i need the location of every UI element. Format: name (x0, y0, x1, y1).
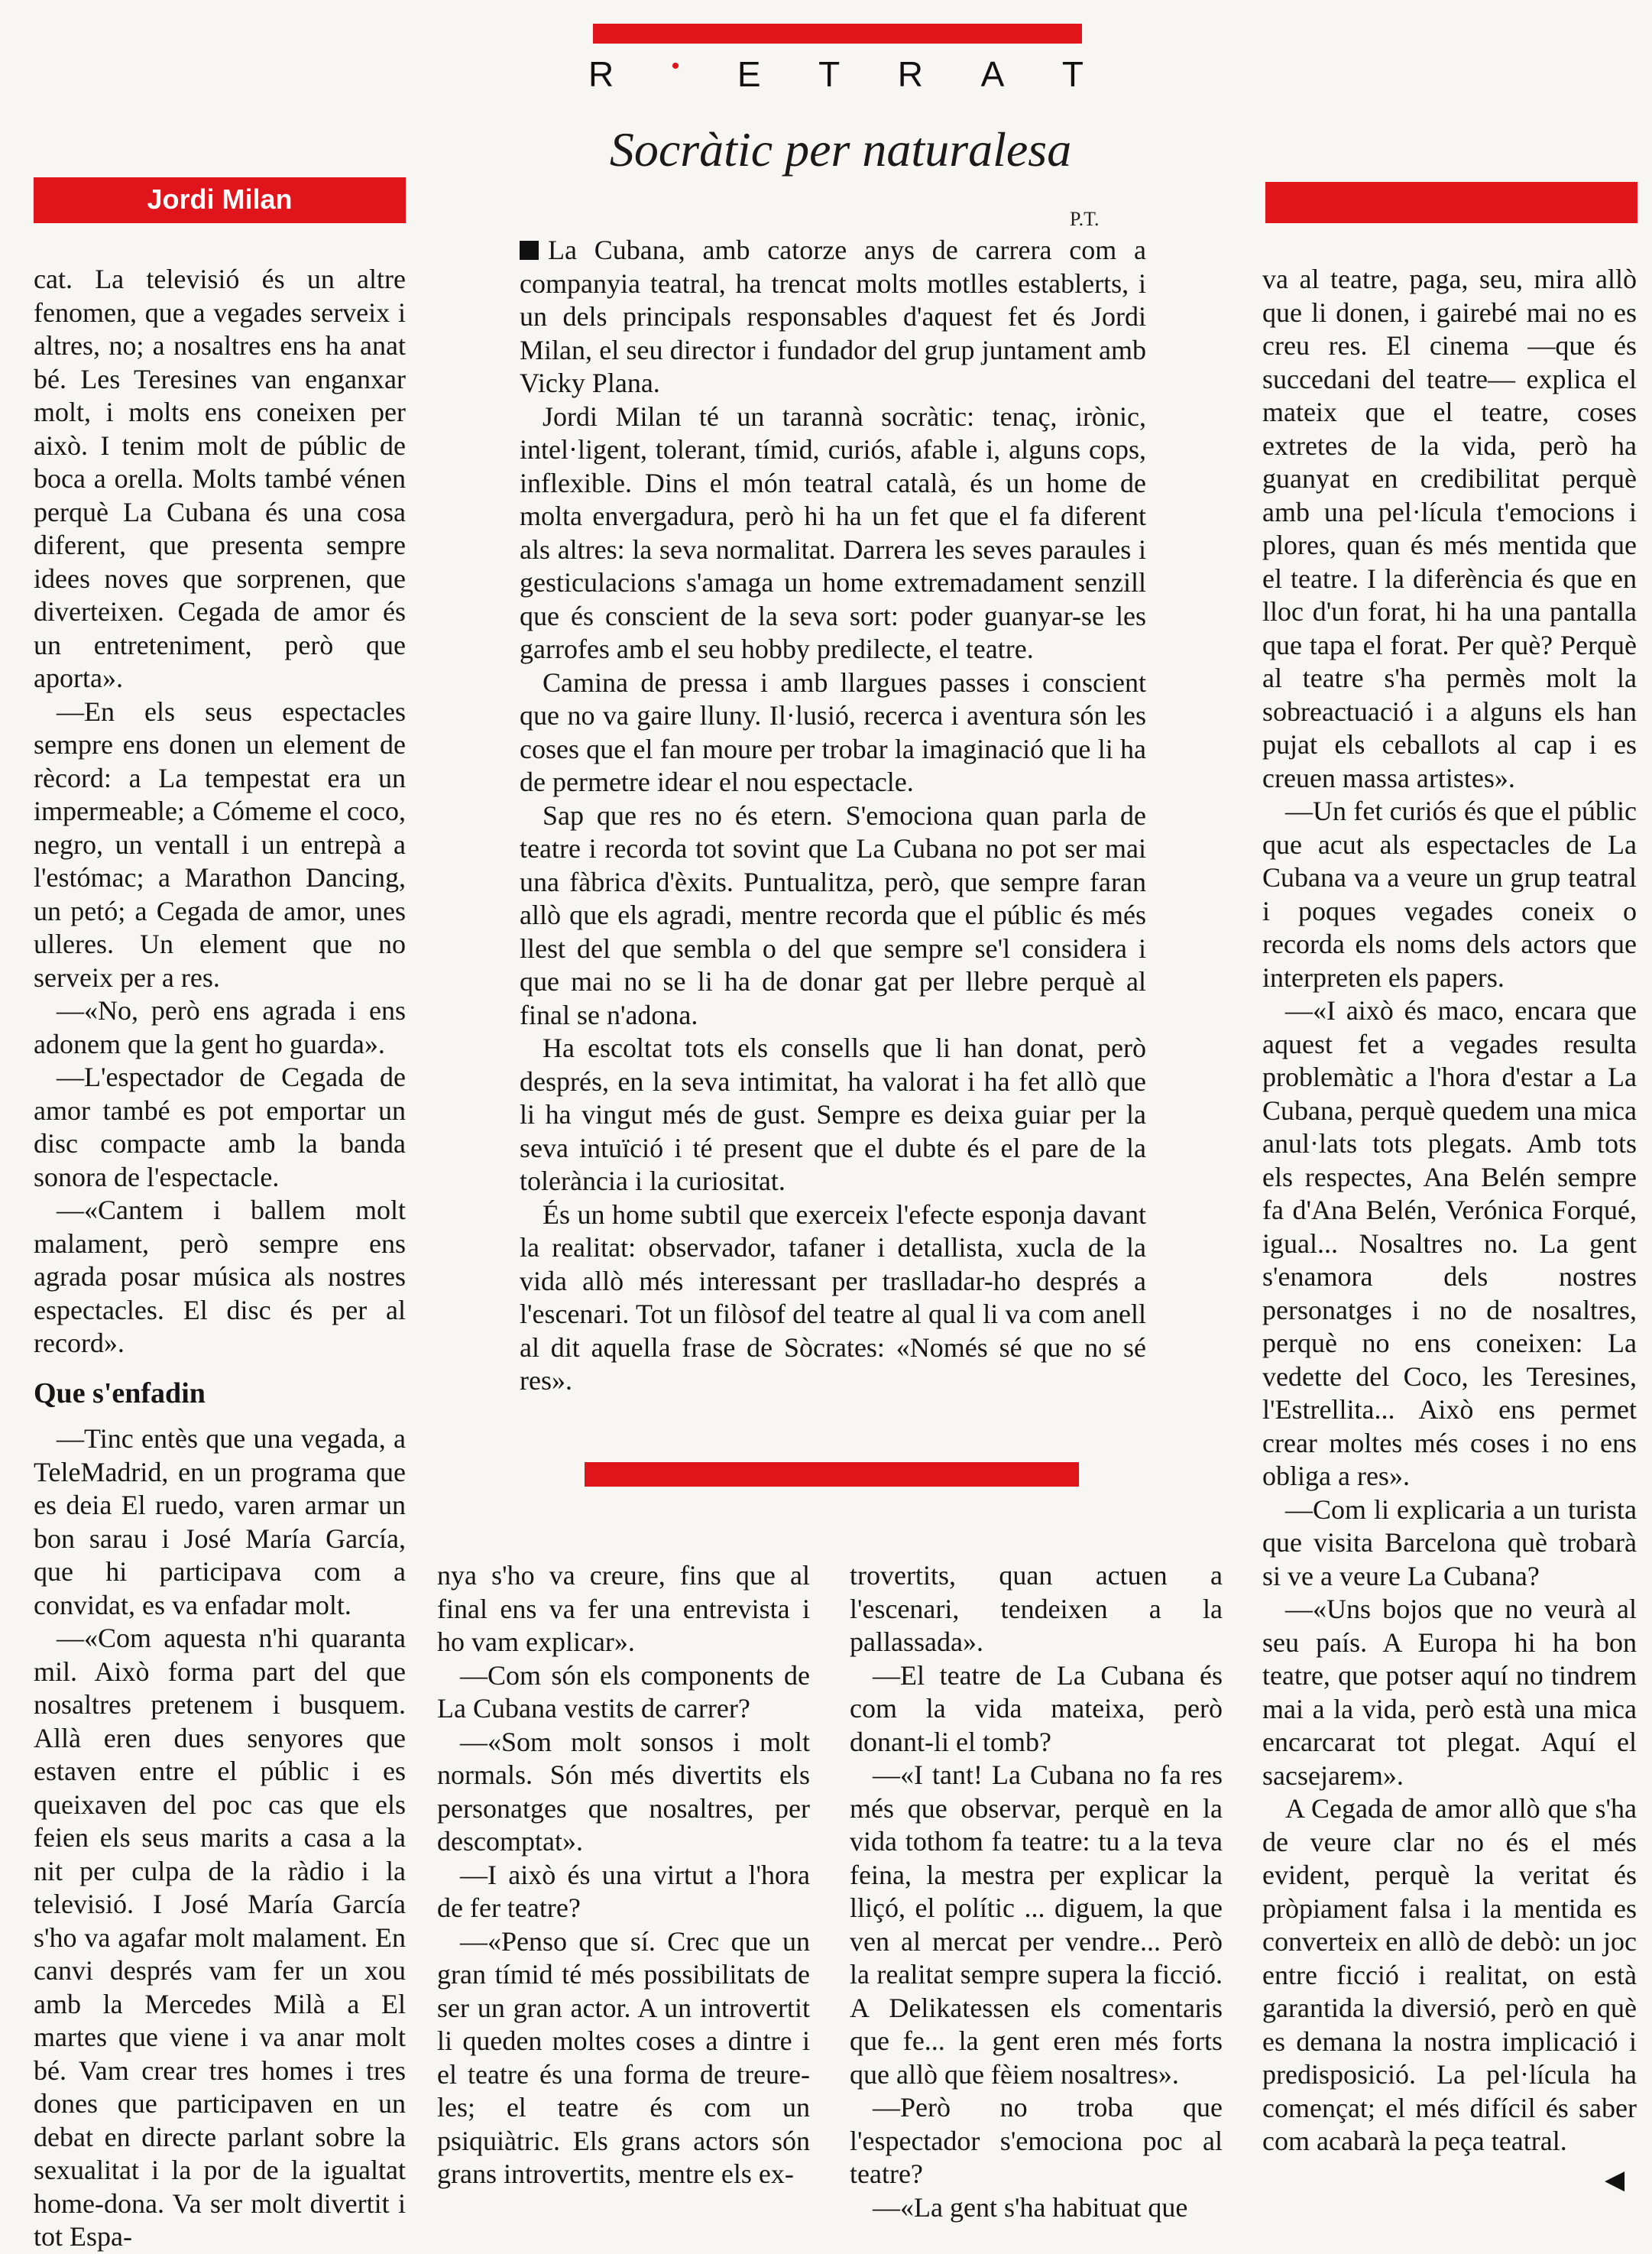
body-paragraph: trovertits, quan actuen a l'escenari, tendeixen a la pallassada». (850, 1560, 1223, 1657)
body-paragraph: —«Penso que sí. Crec que un gran tímid té més possibilitats de ser un gran actor. A un introvertit li queden moltes coses a dintre i el teatre és una forma de treure-les; el teatre és com un psiquiàtric. Els grans actors són grans introvertits, mentre els ex- (437, 1925, 810, 2189)
body-paragraph: —Tinc entès que una vegada, a TeleMadrid, en un programa que es deia El ruedo, varen armar un bon sarau i José María García, que hi participava com a convidat, es va enfadar molt. (34, 1423, 406, 1620)
body-paragraph: —«I això és maco, encara que aquest fet a vegades resulta problemàtic a l'hora d'estar a La Cubana, perquè quedem una mica anul·lats tots plegats. Amb tots els respectes, Ana Belén sempre fa d'Ana Belén, Verónica Forqué, igual... Nosaltres no. La gent s'enamora dels nostres personatges i no de nosaltres, perquè no ens coneixen: La vedette del Coco, les Teresines, l'Estrellita... Això ens permet crear moltes més coses i no ens obliga a res». (1262, 995, 1637, 1491)
body-paragraph: A Cegada de amor allò que s'ha de veure clar no és el més evident, perquè la veritat és pròpiament falsa i la mentida es converteix en allò de debò: un joc entre ficció i realitat, on està garantida la diversió, però en què es demana la nostra implicació i predisposició. La pel·lícula ha començat; el més difícil és saber com acabarà la peça teatral. (1262, 1793, 1637, 2156)
body-paragraph: —«Cantem i ballem molt malament, però sempre ens agrada posar música als nostres espectacles. El disc és per al record». (34, 1195, 406, 1358)
end-of-article-triangle-icon: ◀ (1605, 2166, 1625, 2194)
lead-text: La Cubana, amb catorze anys de carrera com a companyia teatral, ha trencat molts motlles establerts, i un dels principals responsables d'aquest fet és Jordi Milan, el seu director i fundador del grup juntament amb Vicky Plana. (520, 235, 1146, 398)
kicker-dot: • (671, 54, 682, 79)
kicker-letter: E (737, 54, 763, 94)
right-column-red-rule (1265, 182, 1637, 223)
body-paragraph: Camina de pressa i amb llargues passes i conscient que no va gaire lluny. Il·lusió, recerca i aventura són les coses que el fan moure per trobar la imaginació que li ha de permetre idear el nou espectacle. (520, 666, 1146, 797)
body-paragraph: va al teatre, paga, seu, mira allò que li donen, i gairebé mai no es creu res. El cinema —que és succedani del teatre— explica el mateix que el teatre, coses extretes de la vida, però ha guanyat en credibilitat perquè amb una pel·lícula t'emocions i plores, quan és més mentida que el teatre. I la diferència és que en lloc d'un forat, hi ha una pantalla que tapa el forat. Per què? Perquè al teatre s'ha permès molt la sobreactuació i a alguns els han pujat els ceballots al cap i es creuen massa artistes». (1262, 264, 1637, 793)
left-column (34, 263, 406, 2254)
body-paragraph: Sap que res no és etern. S'emociona quan parla de teatre i recorda tot sovint que La Cubana no pot ser mai una fàbrica d'èxits. Puntualitza, però, que sempre faran allò que els agradi, mentre recorda que el públic és més llest del que sembla o del que sempre se'l considera i que mai no se li ha de donar gat per llebre perquè al final se n'adona. (520, 799, 1146, 1030)
lead-paragraph (520, 234, 1146, 401)
body-paragraph: És un home subtil que exerceix l'efecte esponja davant la realitat: observador, tafaner i detallista, xucla de la vida allò més interessant per traslladar-ho després a l'escenari. Tot un filòsof del teatre al qual li va com anell al dit aquella frase de Sòcrates: «Només sé que no sé res». (520, 1198, 1146, 1396)
section-kicker (588, 54, 1085, 95)
kicker-letter: R (897, 54, 925, 94)
header-red-rule (593, 24, 1082, 44)
body-paragraph: —Però no troba que l'espectador s'emociona poc al teatre? (850, 2092, 1223, 2189)
kicker-letter: R (588, 54, 616, 94)
body-paragraph: Ha escoltat tots els consells que li han donat, però després, en la seva intimitat, ha valorat i ha fet allò que li ha vingut més de gust. Sempre es deixa guiar per la seva intuïció i té present que el dubte és el pare de la tolerància i la curiositat. (520, 1033, 1146, 1196)
center-left-column (437, 1559, 810, 2191)
body-paragraph: —I això és una virtut a l'hora de fer teatre? (437, 1859, 810, 1923)
center-feature-column (520, 234, 1146, 1398)
body-paragraph: cat. La televisió és un altre fenomen, que a vegades serveix i altres, no; a nosaltres ens ha anat bé. Les Teresines van enganxar molt, i molts ens coneixen per això. I tenim molt de públic de boca a orella. Molts també vénen perquè La Cubana és una cosa diferent, que presenta sempre idees noves que sorprenen, que diverteixen. Cegada de amor és un entreteniment, però que aporta». (34, 264, 406, 693)
square-bullet-icon (520, 241, 539, 260)
feature-headline: Socràtic per naturalesa (609, 122, 1072, 177)
kicker-letter: A (980, 54, 1006, 94)
body-paragraph: nya s'ho va creure, fins que al final ens va fer una entrevista i ho vam explicar». (437, 1560, 810, 1657)
author-initials: P.T. (1070, 208, 1100, 230)
body-paragraph: —«Uns bojos que no veurà al seu país. A Europa hi ha bon teatre, que potser aquí no tindrem mai a la vida, però està una mica encarcarat tot plegat. Aquí el sacsejarem». (1262, 1594, 1637, 1791)
body-paragraph: —En els seus espectacles sempre ens donen un element de rècord: a La tempestat era un impermeable; a Cómeme el coco, negro, un ventall i un entrepà a l'estómac; a Marathon Dancing, un petó; a Cegada de amor, unes ulleres. Un element que no serveix per a res. (34, 696, 406, 993)
body-paragraph: —«Com aquesta n'hi quaranta mil. Això forma part del que nosaltres pretenem i busquem. Allà eren dues senyores que estaven entre el públic i es queixaven del poc cas que els feien els seus marits a casa a la nit per culpa de la ràdio i la televisió. I José María García s'ho va agafar molt malament. En canvi després vam fer un xou amb la Mercedes Milà a El martes que viene i va anar molt bé. Vam crear tres homes i tres dones que participaven en un debat en directe parlant sobre la sexualitat i la por de la igualtat home-dona. Va ser molt divertit i tot Espa- (34, 1623, 406, 2252)
kicker-letter: T (1061, 54, 1085, 94)
subheading: Que s'enfadin (34, 1377, 206, 1409)
right-column (1262, 263, 1637, 2158)
body-paragraph: Jordi Milan té un tarannà socràtic: tenaç, irònic, intel·ligent, tolerant, tímid, curiós, afable i, alguns cops, inflexible. Dins el món teatral català, és un home de molta envergadura, però hi ha un fet que el fa diferent als altres: la seva normalitat. Darrera les seves paraules i gesticulacions s'amaga un home extremadament senzill que és conscient de la seva sort: poder guanyar-se les garrofes amb el seu hobby predilecte, el teatre. (520, 401, 1146, 664)
body-paragraph: —«No, però ens agrada i ens adonem que la gent ho guarda». (34, 995, 406, 1059)
body-paragraph: —Un fet curiós és que el públic que acut als espectacles de La Cubana va a veure un grup teatral i poques vegades coneix o recorda els noms dels actors que interpreten els papers. (1262, 796, 1637, 993)
body-paragraph: —Com són els components de La Cubana vestits de carrer? (437, 1659, 810, 1724)
body-paragraph: —«Som molt sonsos i molt normals. Són més divertits els personatges que nosaltres, per descomptat». (437, 1726, 810, 1857)
interview-name-label: Jordi Milan (34, 177, 406, 223)
body-paragraph: —«La gent s'ha habituat que (873, 2191, 1188, 2223)
center-divider-red-rule (585, 1462, 1079, 1487)
center-right-column (850, 1559, 1223, 2224)
body-paragraph: —L'espectador de Cegada de amor també es pot emportar un disc compacte amb la banda sonora de l'espectacle. (34, 1062, 406, 1192)
body-paragraph: —«I tant! La Cubana no fa res més que observar, perquè en la vida tothom fa teatre: tu a la teva feina, la mestra per explicar la lliçó, el polític ... diguem, la que ven al mercat per vendre... Però la realitat sempre supera la ficció. A Delikatessen els comentaris que fe... la gent eren més forts que allò que fèiem nosaltres». (850, 1759, 1223, 2090)
body-paragraph: —El teatre de La Cubana és com la vida mateixa, però donant-li el tomb? (850, 1659, 1223, 1757)
body-paragraph: —Com li explicaria a un turista que visita Barcelona què trobarà si ve a veure La Cubana? (1262, 1493, 1637, 1591)
kicker-letter: T (818, 54, 842, 94)
